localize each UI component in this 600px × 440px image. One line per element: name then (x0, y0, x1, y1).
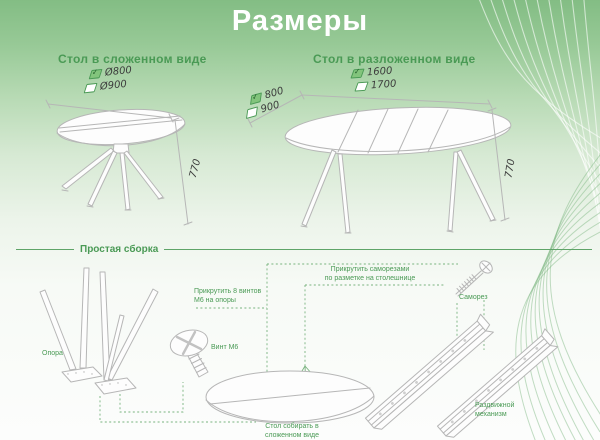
folded-height-dimension: 770 (187, 157, 204, 180)
checkbox-unchecked-icon (354, 82, 368, 92)
decor-swirl-top-right (475, 0, 600, 284)
screw-note (302, 265, 438, 283)
screw-note-line: Прикрутить саморезами (330, 266, 410, 273)
unfolded-section-title: Стол в разложенном виде (313, 52, 476, 66)
checkbox-checked-icon (89, 69, 103, 80)
checkbox-unchecked-icon (246, 106, 258, 119)
screw-label: Саморез (459, 294, 488, 301)
screw-note-line: по разметке на столешнице (324, 275, 416, 283)
size-value: 900 (259, 99, 281, 116)
bolt-label: Винт М6 (211, 344, 239, 351)
support-legs-drawing (40, 268, 158, 394)
bolt-note-line: Прикрутить 8 винтов (194, 288, 262, 295)
size-value: 1600 (366, 65, 393, 79)
unfolded-height-dimension: 770 (503, 158, 518, 179)
slide-rails-drawing (364, 314, 560, 440)
tabletop-note (247, 422, 337, 440)
page-title: Размеры (231, 5, 369, 37)
folded-table-drawing (46, 100, 192, 225)
bolt-note-line: М6 на опоры (194, 297, 236, 305)
size-value: 1700 (370, 78, 397, 92)
tabletop-drawing (206, 371, 374, 423)
size-value: Ø800 (104, 64, 133, 79)
bolt-note (194, 287, 261, 305)
bolt-drawing (168, 326, 211, 377)
assembly-section-divider (16, 244, 592, 255)
support-label: Опора (42, 350, 63, 357)
mechanism-label-line: механизм (475, 411, 507, 419)
decor-swirl-right (516, 150, 600, 440)
checkbox-unchecked-icon (84, 83, 98, 94)
assembly-section-title: Простая сборка (80, 244, 159, 255)
tabletop-note-line: сложенном виде (264, 432, 320, 440)
unfolded-table-drawing (248, 91, 512, 233)
checkbox-checked-icon (350, 69, 364, 79)
size-value: Ø900 (99, 78, 128, 93)
checkbox-checked-icon (250, 92, 262, 105)
tabletop-note-line: Стол собирать в (265, 423, 319, 430)
size-value: 800 (263, 85, 285, 102)
divider-line (16, 249, 74, 250)
mechanism-label-line: Раздвижной (475, 402, 515, 409)
screw-drawing (456, 258, 495, 296)
divider-line (164, 249, 592, 250)
mechanism-label (475, 401, 514, 419)
folded-section-title: Стол в сложенном виде (58, 52, 207, 66)
